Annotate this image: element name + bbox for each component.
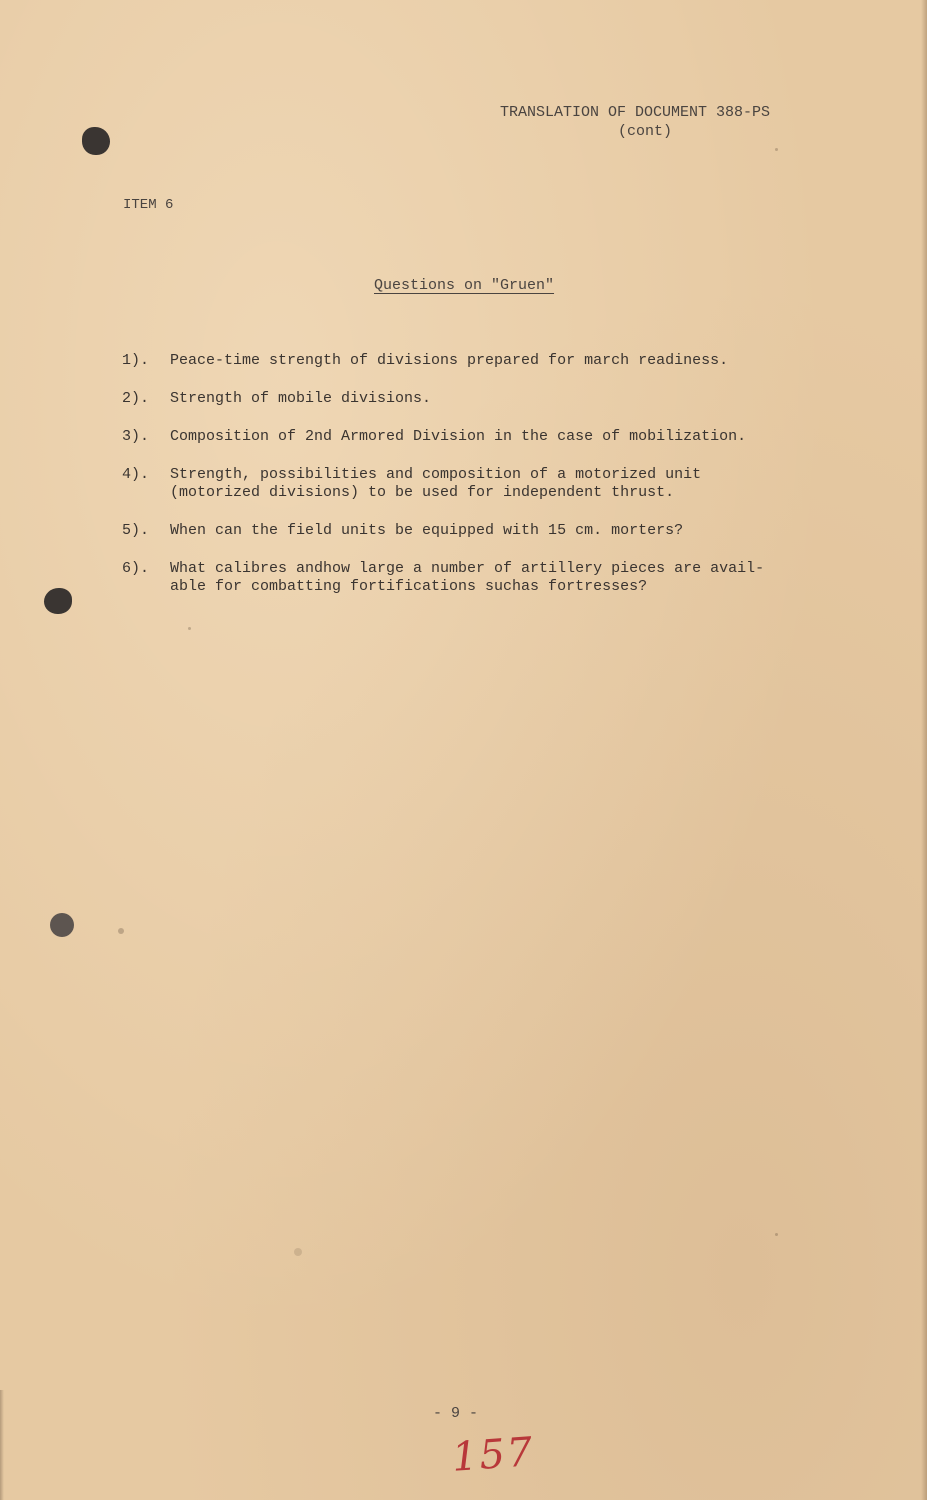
question-item [122, 560, 822, 596]
question-number: 3). [122, 428, 150, 445]
header-title: TRANSLATION OF DOCUMENT 388-PS [500, 104, 771, 121]
punch-hole-middle [44, 588, 72, 614]
question-item [122, 466, 822, 502]
paper-speck [118, 928, 124, 934]
paper-speck [294, 1248, 302, 1256]
question-text: When can the field units be equipped with 15 cm. morters? [170, 522, 684, 539]
question-item [122, 428, 822, 446]
punch-hole-top [82, 127, 110, 155]
question-text: What calibres andhow large a number of artillery pieces are avail- able for combatting fortifications suchas fortresses? [170, 560, 765, 595]
question-number: 4). [122, 466, 150, 483]
header-continued: (cont) [618, 123, 673, 140]
punch-hole-lower [50, 913, 74, 937]
question-number: 1). [122, 352, 150, 369]
page-number: - 9 - [433, 1405, 479, 1422]
question-text: Peace-time strength of divisions prepared for march readiness. [170, 352, 729, 369]
paper-speck [775, 148, 778, 151]
question-list [122, 352, 822, 596]
question-item [122, 522, 822, 540]
page-edge-left [0, 1390, 4, 1500]
question-text: Strength, possibilities and composition of a motorized unit (motorized divisions) to be used for independent thrust. [170, 466, 702, 501]
paper-speck [188, 627, 191, 630]
question-number: 6). [122, 560, 150, 577]
page-edge-right [921, 0, 927, 1500]
question-item [122, 352, 822, 370]
question-number: 5). [122, 522, 150, 539]
question-number: 2). [122, 390, 150, 407]
question-text: Strength of mobile divisions. [170, 390, 432, 407]
document-header [500, 103, 800, 141]
item-label: ITEM 6 [123, 197, 174, 213]
question-item [122, 390, 822, 408]
paper-speck [775, 1233, 778, 1236]
question-text: Composition of 2nd Armored Division in the case of mobilization. [170, 428, 747, 445]
section-title: Questions on "Gruen" [374, 277, 555, 294]
handwritten-page-number: 157 [450, 1429, 536, 1481]
